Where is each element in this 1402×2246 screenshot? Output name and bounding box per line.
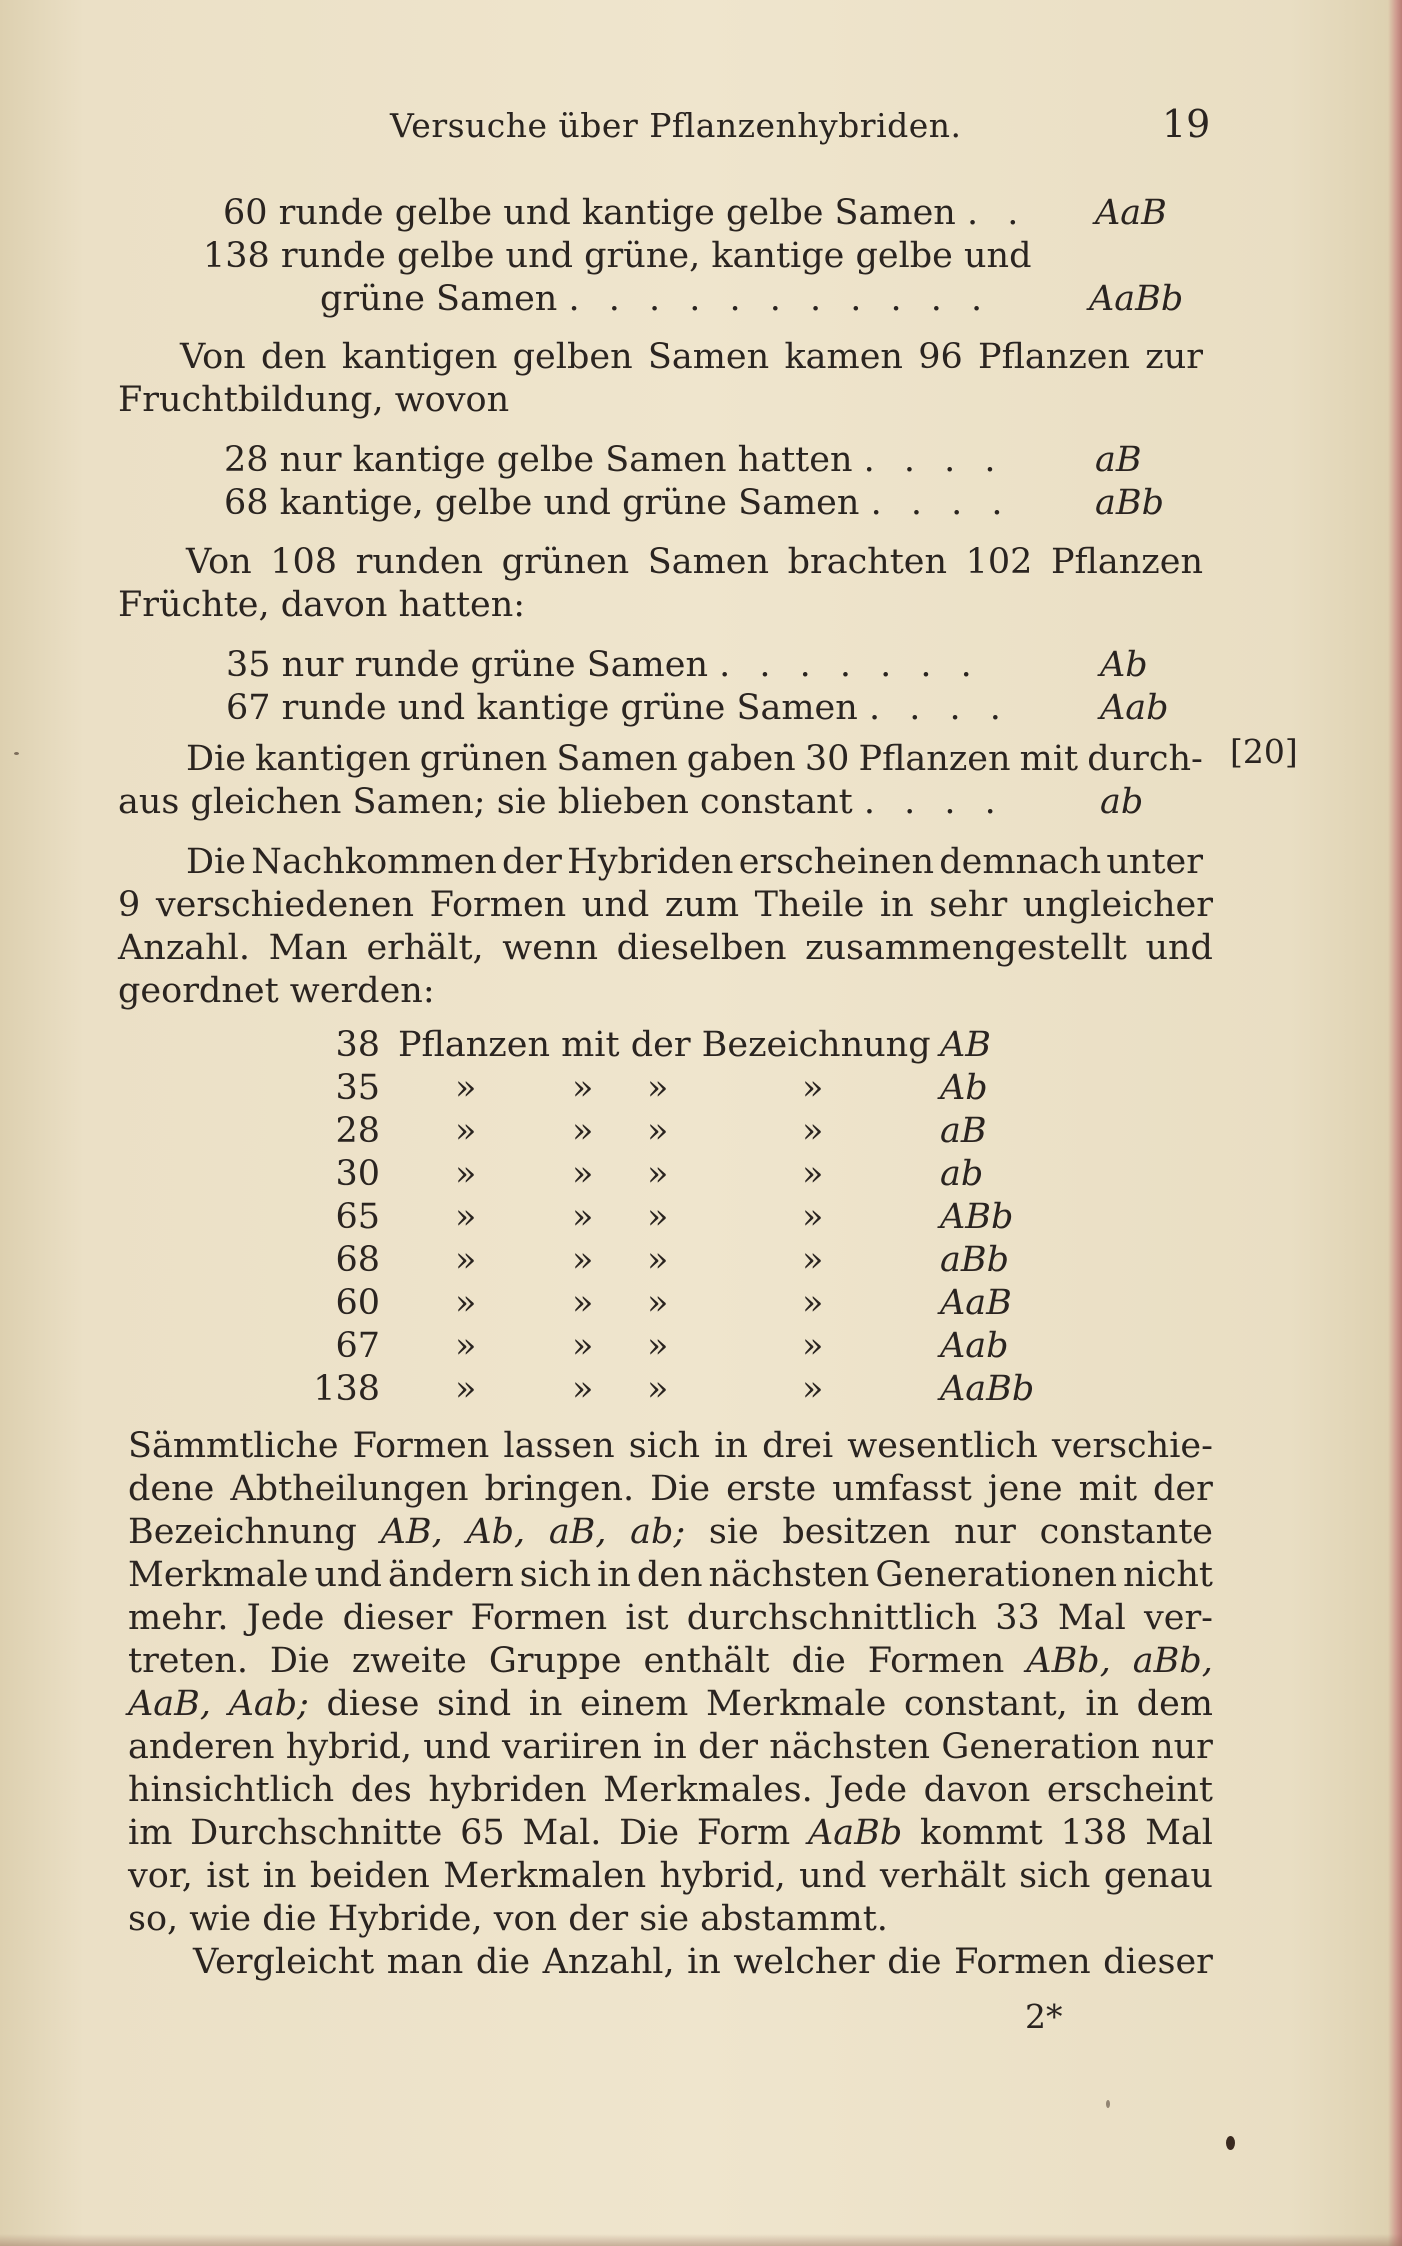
ditto-mark: » xyxy=(802,1197,824,1237)
genotype-code: Ab xyxy=(940,1068,988,1108)
running-header xyxy=(0,100,1402,150)
text-line: treten. Die zweite Gruppe enthält die Formen ABb, aBb, xyxy=(128,1641,1213,1681)
list-item: 60 runde gelbe und kantige gelbe Samen . . xyxy=(223,193,1028,233)
genotype-code: aBb xyxy=(940,1240,1009,1280)
ditto-mark: » xyxy=(455,1111,477,1151)
genotype-code: AaB xyxy=(940,1283,1012,1323)
text-line: hinsichtlich des hybriden Merkmales. Jede davon erscheint xyxy=(128,1770,1213,1810)
ditto-mark: » xyxy=(455,1197,477,1237)
ditto-mark: » xyxy=(647,1369,669,1409)
ditto-mark: » xyxy=(572,1154,594,1194)
ditto-mark: » xyxy=(572,1111,594,1151)
ditto-mark: » xyxy=(572,1283,594,1323)
ditto-mark: » xyxy=(572,1240,594,1280)
text-line: aus gleichen Samen; sie blieben constant . . . . xyxy=(118,782,1005,822)
ditto-mark: » xyxy=(572,1326,594,1366)
ditto-mark: » xyxy=(802,1283,824,1323)
text-line: Die Nachkommen der Hybriden erscheinen demnach unter xyxy=(186,842,1203,882)
genotype-code: aB xyxy=(1095,440,1142,480)
text-line: Anzahl. Man erhält, wenn dieselben zusammengestellt und xyxy=(118,928,1213,968)
count: 30 xyxy=(335,1154,380,1194)
row-label: Pflanzen mit der Bezeichnung xyxy=(398,1025,931,1065)
text-line: geordnet werden: xyxy=(118,971,435,1011)
ditto-mark: » xyxy=(802,1240,824,1280)
text-line: Von 108 runden grünen Samen brachten 102 Pflanzen xyxy=(186,542,1203,582)
ditto-mark: » xyxy=(455,1283,477,1323)
genotype-code: ab xyxy=(1100,782,1144,822)
text-line: Die kantigen grünen Samen gaben 30 Pflanzen mit durch- xyxy=(186,739,1203,779)
genotype-code: AB xyxy=(940,1025,991,1065)
ditto-mark: » xyxy=(647,1197,669,1237)
ditto-mark: » xyxy=(647,1111,669,1151)
list-item: 138 runde gelbe und grüne, kantige gelbe und xyxy=(203,236,1032,276)
text-line: Von den kantigen gelben Samen kamen 96 Pflanzen zur xyxy=(180,337,1203,377)
genotype-code: Aab xyxy=(1100,688,1169,728)
list-item: 28 nur kantige gelbe Samen hatten . . . . xyxy=(224,440,1005,480)
ditto-mark: » xyxy=(572,1197,594,1237)
ditto-mark: » xyxy=(455,1068,477,1108)
list-item: 68 kantige, gelbe und grüne Samen . . . . xyxy=(224,483,1012,523)
ink-spot xyxy=(1106,2100,1110,2108)
ditto-mark: » xyxy=(647,1240,669,1280)
text-line: 9 verschiedenen Formen und zum Theile in sehr ungleicher xyxy=(118,885,1213,925)
list-item: 35 nur runde grüne Samen . . . . . . . xyxy=(226,645,981,685)
genotype-code: AaBb xyxy=(1089,279,1184,319)
ditto-mark: » xyxy=(802,1369,824,1409)
text-line: anderen hybrid, und variiren in der nächsten Generation nur xyxy=(128,1727,1213,1767)
text-line: Früchte, davon hatten: xyxy=(118,585,526,625)
text-line: mehr. Jede dieser Formen ist durchschnittlich 33 Mal ver- xyxy=(128,1598,1213,1638)
ditto-mark: » xyxy=(455,1326,477,1366)
list-item: 67 runde und kantige grüne Samen . . . . xyxy=(226,688,1010,728)
ditto-mark: » xyxy=(455,1154,477,1194)
page-bottom-shadow xyxy=(0,2234,1402,2246)
ditto-mark: » xyxy=(647,1326,669,1366)
ditto-mark: » xyxy=(802,1326,824,1366)
text-line: Sämmtliche Formen lassen sich in drei wesentlich verschie- xyxy=(128,1426,1213,1466)
ink-spot xyxy=(1226,2136,1235,2150)
count: 35 xyxy=(335,1068,380,1108)
ditto-mark: » xyxy=(647,1283,669,1323)
text-line: Merkmale und ändern sich in den nächsten Generationen nicht xyxy=(128,1555,1213,1595)
ditto-mark: » xyxy=(455,1369,477,1409)
ink-spot xyxy=(14,752,19,755)
count: 65 xyxy=(335,1197,380,1237)
ditto-mark: » xyxy=(455,1240,477,1280)
count: 67 xyxy=(335,1326,380,1366)
margin-page-reference: [20] xyxy=(1230,732,1298,771)
page-number: 19 xyxy=(1162,102,1211,146)
count: 28 xyxy=(335,1111,380,1151)
ditto-mark: » xyxy=(572,1369,594,1409)
genotype-code: AaBb xyxy=(940,1369,1035,1409)
genotype-code: aB xyxy=(940,1111,987,1151)
count: 68 xyxy=(335,1240,380,1280)
genotype-code: Aab xyxy=(940,1326,1009,1366)
genotype-code: aBb xyxy=(1095,483,1164,523)
text-line: Fruchtbildung, wovon xyxy=(118,380,510,420)
page-edge-tint xyxy=(1388,0,1402,2246)
ditto-mark: » xyxy=(647,1154,669,1194)
text-line: AaB, Aab; diese sind in einem Merkmale constant, in dem xyxy=(128,1684,1213,1724)
text-line: Vergleicht man die Anzahl, in welcher die Formen dieser xyxy=(193,1942,1213,1982)
genotype-code: Ab xyxy=(1100,645,1148,685)
count: 60 xyxy=(335,1283,380,1323)
ditto-mark: » xyxy=(572,1068,594,1108)
running-title: Versuche über Pflanzenhybriden. xyxy=(390,106,962,145)
signature-mark: 2* xyxy=(1025,1997,1063,2036)
count: 138 xyxy=(313,1369,380,1409)
text-line: Bezeichnung AB, Ab, aB, ab; sie besitzen nur constante xyxy=(128,1512,1213,1552)
genotype-code: AaB xyxy=(1095,193,1167,233)
text-line: so, wie die Hybride, von der sie abstammt. xyxy=(128,1899,888,1939)
genotype-code: ABb xyxy=(940,1197,1014,1237)
ditto-mark: » xyxy=(647,1068,669,1108)
ditto-mark: » xyxy=(802,1154,824,1194)
list-item: grüne Samen . . . . . . . . . . . xyxy=(320,279,992,319)
ditto-mark: » xyxy=(802,1111,824,1151)
ditto-mark: » xyxy=(802,1068,824,1108)
genotype-code: ab xyxy=(940,1154,984,1194)
text-line: vor, ist in beiden Merkmalen hybrid, und verhält sich genau xyxy=(128,1856,1213,1896)
count: 38 xyxy=(335,1025,380,1065)
text-line: dene Abtheilungen bringen. Die erste umfasst jene mit der xyxy=(128,1469,1213,1509)
text-line: im Durchschnitte 65 Mal. Die Form AaBb kommt 138 Mal xyxy=(128,1813,1213,1853)
